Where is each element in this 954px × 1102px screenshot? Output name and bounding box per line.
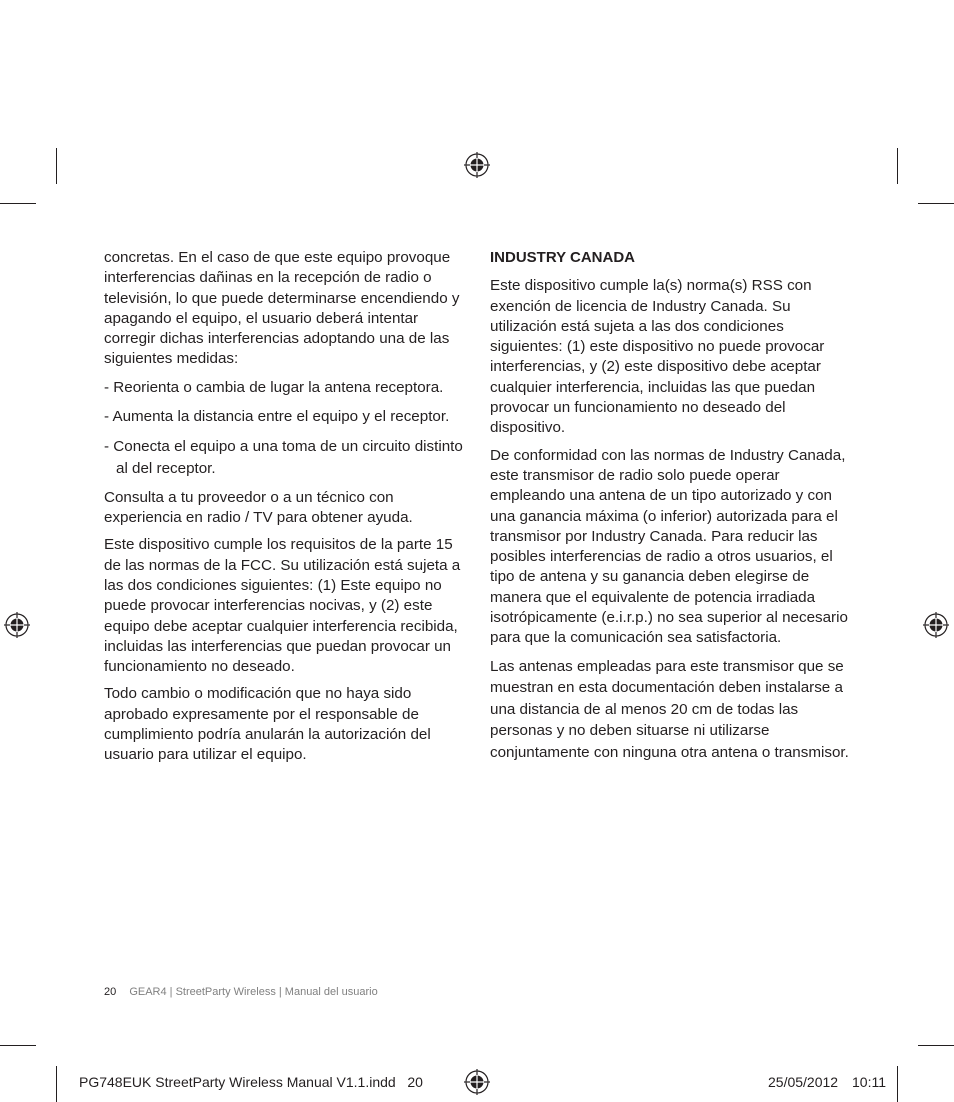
right-column bbox=[490, 248, 852, 770]
registration-mark-icon bbox=[464, 1069, 490, 1095]
slug-date: 25/05/2012 bbox=[768, 1074, 839, 1090]
page-footer bbox=[104, 986, 378, 998]
paragraph: concretas. En el caso de que este equipo provoque interferencias dañinas en la recepción de radio o televisión, lo que puede determinarse encendiendo y apagando el equipo, el usuario deberá intentar corregir dichas interferencias adoptando una de las siguientes medidas: bbox=[104, 249, 460, 368]
paragraph: Las antenas empleadas para este transmisor que se muestran en esta documentación deben instalarse a una distancia de al menos 20 cm de todas las personas y no deben situarse ni utilizarse conjuntamente con ninguna otra antena o transmisor. bbox=[490, 657, 849, 761]
list-item: - Conecta el equipo a una toma de un circuito distinto al del receptor. bbox=[104, 437, 463, 478]
crop-mark-top-right-vertical bbox=[897, 148, 898, 184]
paragraph: Este dispositivo cumple la(s) norma(s) RSS con exención de licencia de Industry Canada. Su utilización está sujeta a las dos condiciones siguientes: (1) este dispositivo no puede provocar interferencias, y (2) este dispositivo debe aceptar cualquier interferencia, incluidas las que puedan provocar un funcionamiento no deseado del dispositivo. bbox=[490, 277, 825, 437]
crop-mark-bottom-left-horizontal bbox=[0, 1045, 36, 1046]
paragraph: De conformidad con las normas de Industry Canada, este transmisor de radio solo puede operar empleando una antena de un tipo autorizado y con una ganancia máxima (o inferior) autorizada para el transmisor por Industry Canada. Para reducir las posibles interferencias de radio a otros usuarios, el tipo de antena y su ganancia deben elegirse de manera que el equivalente de potencia irradiada isotrópicamente (e.i.r.p.) no sea superior al necesario para que la comunicación sea satisfactoria. bbox=[490, 446, 848, 647]
crop-mark-top-left-vertical bbox=[56, 148, 57, 184]
page-number: 20 bbox=[104, 986, 117, 998]
running-footer-text: GEAR4 | StreetParty Wireless | Manual del usuario bbox=[129, 986, 378, 998]
paragraph: Todo cambio o modificación que no haya sido aprobado expresamente por el responsable de cumplimiento podría anularán la autorización del usuario para utilizar el equipo. bbox=[104, 685, 431, 764]
registration-mark-icon bbox=[464, 152, 490, 178]
crop-mark-top-right-horizontal bbox=[918, 203, 954, 204]
registration-mark-icon bbox=[923, 612, 949, 638]
paragraph: Este dispositivo cumple los requisitos de la parte 15 de las normas de la FCC. Su utilización está sujeta a las dos condiciones siguientes: (1) Este equipo no puede provocar interferencias nocivas, y (2) este equipo debe aceptar cualquier interferencia recibida, incluidas las interferencias que puedan provocar un funcionamiento no deseado. bbox=[104, 536, 461, 676]
registration-mark-icon bbox=[4, 612, 30, 638]
left-column bbox=[104, 248, 466, 773]
list-item: - Aumenta la distancia entre el equipo y el receptor. bbox=[104, 408, 450, 426]
slug-file-name: PG748EUK StreetParty Wireless Manual V1.1.indd 20 bbox=[79, 1074, 423, 1090]
crop-mark-bottom-left-vertical bbox=[56, 1066, 57, 1102]
list-item: - Reorienta o cambia de lugar la antena receptora. bbox=[104, 378, 444, 396]
section-heading: INDUSTRY CANADA bbox=[490, 249, 636, 266]
crop-mark-top-left-horizontal bbox=[0, 203, 36, 204]
paragraph: Consulta a tu proveedor o a un técnico con experiencia en radio / TV para obtener ayuda. bbox=[104, 488, 413, 527]
crop-mark-bottom-right-vertical bbox=[897, 1066, 898, 1102]
slug-time: 10:11 bbox=[852, 1074, 886, 1090]
crop-mark-bottom-right-horizontal bbox=[918, 1045, 954, 1046]
